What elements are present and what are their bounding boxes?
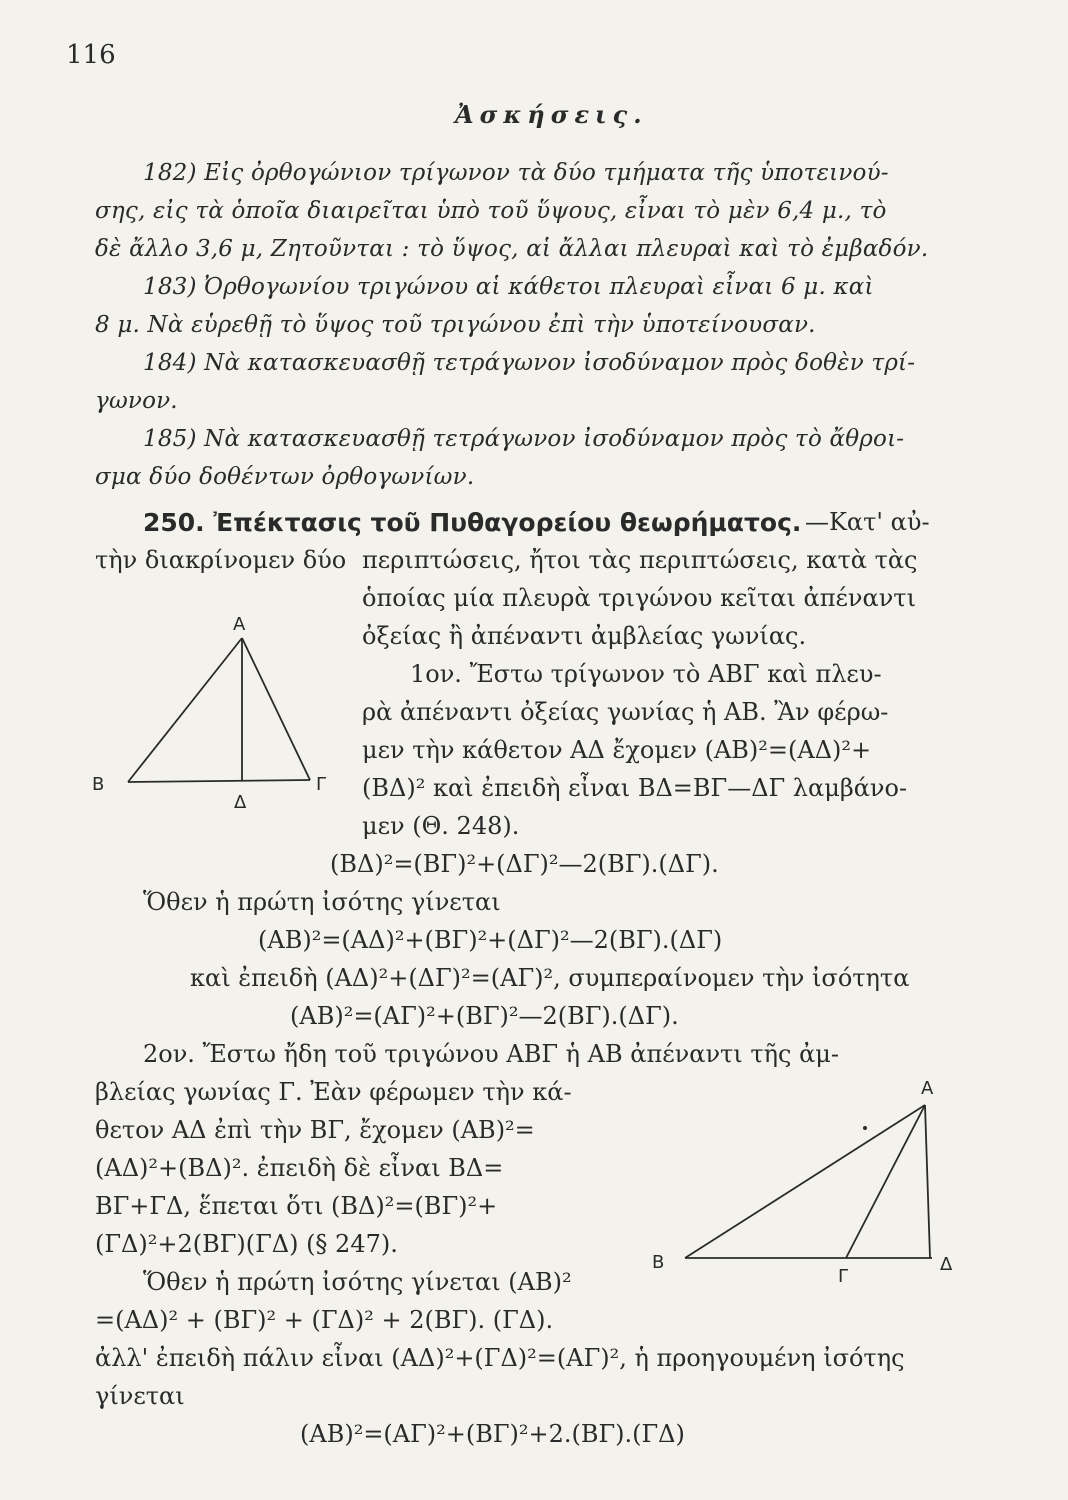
section-line: —Κατ' αὐ- <box>805 508 930 536</box>
side-ab <box>128 638 242 782</box>
exercises-heading: Ἀσκήσεις. <box>455 100 648 129</box>
section-line: ΒΓ+ΓΔ, ἕπεται ὅτι (ΒΔ)²=(ΒΓ)²+ <box>95 1192 498 1220</box>
section-line: ἀλλ' ἐπειδὴ πάλιν εἶναι (ΑΔ)²+(ΓΔ)²=(ΑΓ)², ἡ προηγουμένη ἰσότης <box>95 1344 905 1372</box>
label-b: Β <box>652 1252 665 1273</box>
exercise-line: γωνον. <box>95 388 178 414</box>
section-line: Ὅθεν ἡ πρώτη ἰσότης γίνεται <box>143 888 501 916</box>
label-d: Δ <box>940 1254 953 1275</box>
side-ab <box>685 1105 925 1258</box>
section-line: 1ον. Ἔστω τρίγωνον τὸ ΑΒΓ καὶ πλευ- <box>410 660 882 688</box>
exercise-line: σης, εἰς τὰ ὁποῖα διαιρεῖται ὑπὸ τοῦ ὕψους, εἶναι τὸ μὲν 6,4 μ., τὸ <box>95 198 887 224</box>
section-line: (ΒΔ)² καὶ ἐπειδὴ εἶναι ΒΔ=ΒΓ—ΔΓ λαμβάνο- <box>362 774 908 802</box>
section-line: μεν τὴν κάθετον ΑΔ ἔχομεν (ΑΒ)²=(ΑΔ)²+ <box>362 736 872 764</box>
side-bg <box>128 780 310 782</box>
formula: (ΑΒ)²=(ΑΔ)²+(ΒΓ)²+(ΔΓ)²—2(ΒΓ).(ΔΓ) <box>258 926 723 954</box>
formula: (ΑΒ)²=(ΑΓ)²+(ΒΓ)²+2.(ΒΓ).(ΓΔ) <box>300 1420 685 1448</box>
label-g: Γ <box>316 774 327 795</box>
altitude-ad <box>925 1105 930 1258</box>
exercise-line: 183) Ὀρθογωνίου τριγώνου αἱ κάθετοι πλευραὶ εἶναι 6 μ. καὶ <box>143 274 874 300</box>
section-line: Ὅθεν ἡ πρώτη ἰσότης γίνεται (ΑΒ)² <box>143 1268 572 1296</box>
label-a: Α <box>233 614 246 635</box>
section-line: (ΓΔ)²+2(ΒΓ)(ΓΔ) (§ 247). <box>95 1230 398 1258</box>
side-ag <box>242 638 310 780</box>
exercise-line: 184) Νὰ κατασκευασθῇ τετράγωνον ἰσοδύναμον πρὸς δοθὲν τρί- <box>143 350 916 376</box>
section-line: 2ον. Ἔστω ἤδη τοῦ τριγώνου ΑΒΓ ἡ ΑΒ ἀπέναντι τῆς ἀμ- <box>143 1040 839 1068</box>
section-line: μεν (Θ. 248). <box>362 812 520 840</box>
label-g: Γ <box>838 1266 849 1287</box>
label-d: Δ <box>234 792 247 813</box>
section-line: βλείας γωνίας Γ. Ἐὰν φέρωμεν τὴν κά- <box>95 1078 572 1106</box>
exercise-line: σμα δύο δοθέντων ὀρθογωνίων. <box>95 464 475 490</box>
section-line: (ΑΔ)²+(ΒΔ)². ἐπειδὴ δὲ εἶναι ΒΔ= <box>95 1154 504 1182</box>
exercise-line: 185) Νὰ κατασκευασθῇ τετράγωνον ἰσοδύναμον πρὸς τὸ ἄθροι- <box>143 426 905 452</box>
dot-mark <box>863 1126 867 1130</box>
exercise-line: 8 μ. Νὰ εὑρεθῇ τὸ ὕψος τοῦ τριγώνου ἐπὶ τὴν ὑποτείνουσαν. <box>95 312 816 338</box>
section-line: ὁποίας μία πλευρὰ τριγώνου κεῖται ἀπέναντι <box>362 584 916 612</box>
section-line: θετον ΑΔ ἐπὶ τὴν ΒΓ, ἔχομεν (ΑΒ)²= <box>95 1116 535 1144</box>
section-line: καὶ ἐπειδὴ (ΑΔ)²+(ΔΓ)²=(ΑΓ)², συμπεραίνομεν τὴν ἰσότητα <box>190 964 910 992</box>
exercise-line: 182) Εἰς ὀρθογώνιον τρίγωνον τὰ δύο τμήματα τῆς ὑποτεινού- <box>143 160 889 186</box>
section-line: περιπτώσεις, ἤτοι τὰς περιπτώσεις, κατὰ τὰς <box>362 546 918 574</box>
label-a: Α <box>921 1078 934 1099</box>
formula: (ΑΒ)²=(ΑΓ)²+(ΒΓ)²—2(ΒΓ).(ΔΓ). <box>290 1002 679 1030</box>
section-line: =(ΑΔ)² + (ΒΓ)² + (ΓΔ)² + 2(ΒΓ). (ΓΔ). <box>95 1306 554 1334</box>
formula: (ΒΔ)²=(ΒΓ)²+(ΔΓ)²—2(ΒΓ).(ΔΓ). <box>330 850 719 878</box>
label-b: Β <box>92 774 105 795</box>
section-line: τὴν διακρίνομεν δύο <box>95 546 347 574</box>
section-line: γίνεται <box>95 1382 185 1410</box>
exercise-line: δὲ ἄλλο 3,6 μ, Ζητοῦνται : τὸ ὕψος, αἱ ἄλλαι πλευραὶ καὶ τὸ ἐμβαδόν. <box>95 236 929 262</box>
figure-acute-triangle <box>80 600 340 813</box>
page-number: 116 <box>66 40 116 70</box>
figure-obtuse-triangle <box>640 1070 1020 1290</box>
section-line: ρὰ ἀπέναντι ὀξείας γωνίας ἡ ΑΒ. Ἂν φέρω- <box>362 698 889 726</box>
section-line: ὀξείας ἢ ἀπέναντι ἀμβλείας γωνίας. <box>362 622 807 650</box>
section-title: 250. Ἐπέκτασις τοῦ Πυθαγορείου θεωρήματος. <box>143 508 802 537</box>
side-ag <box>846 1105 925 1258</box>
